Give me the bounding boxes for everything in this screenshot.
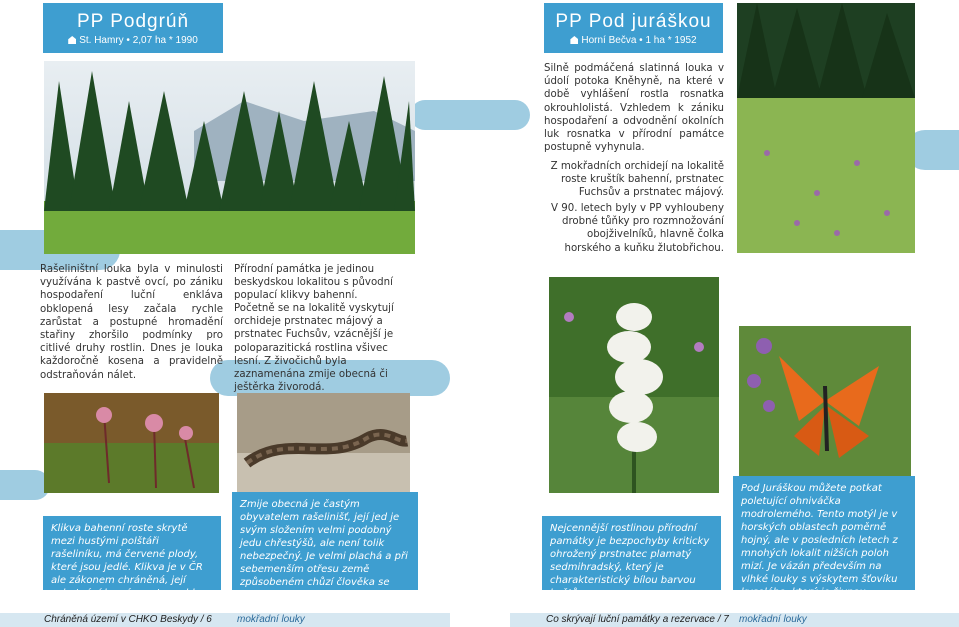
left-subtitle-text: St. Hamry • 2,07 ha * 1990 xyxy=(79,35,198,46)
right-subtitle-text: Horní Bečva • 1 ha * 1952 xyxy=(581,35,697,46)
right-paragraph-2: Z mokřadních orchidejí na lokalitě roste kruštík bahenní, prstnatec Fuchsův a prstnatec májový. xyxy=(550,161,724,199)
photo-butterfly xyxy=(739,326,911,476)
left-footer-section: mokřadní louky xyxy=(237,614,305,625)
right-footer-section: mokřadní louky xyxy=(739,614,807,625)
decor-blob-left-low xyxy=(0,470,50,500)
left-paragraph-2: Přírodní památka je jedinou beskydskou lokalitou s původní populací klikvy bahenní. xyxy=(234,264,393,302)
photo-adder xyxy=(237,393,410,493)
left-caption-cranberry: Klikva bahenní roste skrytě mezi hustými polštáři rašeliníku, má červené plody, které jsou jedlé. Klikva je v ČR ale zákonem chráněná, její ochutnání by vás proto mohlo vyjít draho. xyxy=(43,516,221,590)
right-page-subtitle xyxy=(544,35,723,46)
left-paragraph-3: Početně se na lokalitě vyskytují orchideje prstnatec májový a prstnatec Fuchsův, vzácnější je poloparazitická rostlina všivec lesní. Z živočichů byla zaznamenána zmije obecná či ještěrka živorodá. xyxy=(234,303,394,394)
left-footer-title: Chráněná území v CHKO Beskydy / 6 xyxy=(44,614,212,625)
left-page-title: PP Podgrúň xyxy=(76,11,190,32)
home-icon xyxy=(68,36,76,44)
photo-mountain-meadow xyxy=(737,3,915,253)
right-caption-orchid: Nejcennější rostlinou přírodní památky je bezpochyby kriticky ohrožený prstnatec plamatý sedmihradský, který je charakteristický bílou barvou květů. xyxy=(542,516,721,590)
photo-cranberry xyxy=(44,393,219,493)
right-title-box xyxy=(544,3,723,53)
home-icon xyxy=(570,36,578,44)
right-paragraph-1: Silně podmáčená slatinná louka v údolí potoka Kněhyně, na které v době vyhlášení rostla rosnatka okrouhlolistá. Vzhledem k zániku hospodaření a odvodnění okolních luk rosnatka v přírodní památce postupně vyhynula. xyxy=(544,63,724,154)
left-paragraph-1: Rašeliništní louka byla v minulosti využívána k pastvě ovcí, po zániku hospodaření luční enkláva obklopená lesy začala rychle zarůstat a postupné hromadění stařiny zhoršilo podmínky pro citlivé druhy rostlin. Dnes je louka každoročně kosena a pravidelně odstraňován nálet. xyxy=(40,264,223,381)
left-title-box xyxy=(43,3,223,53)
left-page-subtitle xyxy=(43,35,223,46)
right-caption-butterfly: Pod Juráškou můžete potkat poletující ohniváčka modrolemého. Tento motýl je v horských oblastech poměrně hojný, ale v posledních letech z mnohých lokalit nižších poloh mizí. Je vázán především na vlhké louky s výskytem šťovíku kyselého, který je živnou rostlinou pro jeho housenky. xyxy=(733,476,915,590)
photo-white-orchid xyxy=(549,277,719,493)
right-paragraph-3: V 90. letech byly v PP vyhloubeny drobné tůňky pro rozmnožování obojživelníků, hlavně čolka horského a kuňku žlutobřichou. xyxy=(551,203,724,254)
decor-blob-center xyxy=(410,100,530,130)
right-footer-title: Co skrývají luční památky a rezervace / 7 xyxy=(546,614,729,625)
right-page-title: PP Pod jurášk​ou xyxy=(555,11,712,32)
left-caption-adder: Zmije obecná je častým obyvatelem rašelinišť, její jed je svým složením velmi podobný jedu chřestýšů, ale není tolik nebezpečný. Je velmi plachá a při sebemenším otřesu země způsobeném chůzí člověka se snaží „utéct“ do bezpečí. xyxy=(232,492,418,590)
photo-meadow-forest xyxy=(44,61,415,254)
